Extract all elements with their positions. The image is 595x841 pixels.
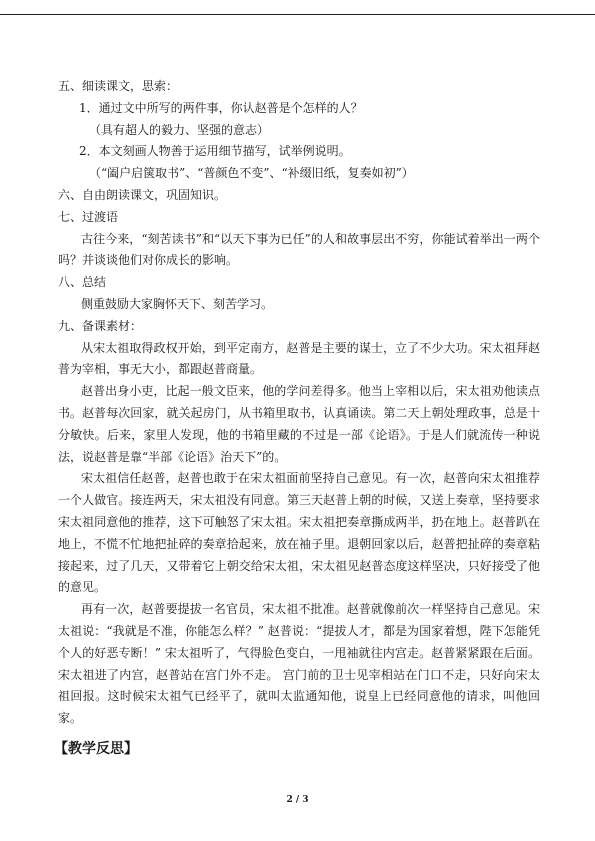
- section-6-heading: 六、自由朗读课文，巩固知识。: [58, 187, 227, 202]
- answer-2: （“阖户启箧取书”、“普颜色不变”、“补缀旧纸，复奏如初”）: [89, 166, 414, 181]
- section-5-heading: 五、细读课文，思索：: [58, 79, 179, 93]
- teaching-reflection-heading: 【教学反思】: [54, 741, 138, 757]
- section-8-heading: 八、总结: [58, 275, 107, 290]
- document-body: [58, 76, 540, 730]
- page-number: 2 / 3: [286, 795, 309, 805]
- answer-1: （具有超人的毅力、坚强的意志）: [89, 122, 270, 137]
- material-paragraph-2: 赵普出身小吏，比起一般文臣来，他的学问差得多。他当上宰相以后，宋太祖劝他读点书。赵普每次回家，就关起房门，从书箱里取书，认真诵读。第二天上朝处理政事，总是十分敏快。后来，家里人发现，他的书箱里藏的不过是一部《论语》。于是人们就流传一种说法，说赵普是靠“半部《论语》治天下”的。: [58, 384, 540, 464]
- material-paragraph-1: 从宋太祖取得政权开始，到平定南方，赵普是主要的谋士，立了不少大功。宋太祖拜赵普为宰相，事无大小，都跟赵普商量。: [58, 340, 540, 377]
- section-7-text: 古往今来，“刻苦读书”和“以天下事为已任”的人和故事层出不穷，你能试着举出一两个吗？并谈谈他们对你成长的影响。: [58, 231, 540, 268]
- material-paragraph-3: 宋太祖信任赵普，赵普也敢于在宋太祖面前坚持自己意见。有一次，赵普向宋太祖推荐一个人做官。接连两天，宋太祖没有同意。第三天赵普上朝的时候，又送上奏章，坚持要求宋太祖同意他的推荐，这下可触怒了宋太祖。宋太祖把奏章撕成两半，扔在地上。赵普趴在地上，不慌不忙地把扯碎的奏章拾起来，放在袖子里。退朝回家以后，赵普把扯碎的奏章粘接起来，过了几天，又带着它上朝交给宋太祖，宋太祖见赵普态度这样坚决，只好接受了他的意见。: [58, 471, 540, 595]
- section-8-text: 侧重鼓励大家胸怀天下、刻苦学习。: [81, 296, 274, 311]
- header-rule: [0, 14, 595, 15]
- section-9-heading: 九、备课素材：: [58, 318, 143, 333]
- material-paragraph-4: 再有一次，赵普要提拔一名官员，宋太祖不批准。赵普就像前次一样坚持自己意见。宋太祖说：“我就是不准，你能怎么样？” 赵普说：“提拔人才，都是为国家着想，陛下怎能凭个人的好恶专断！” 宋太祖听了，气得脸色变白，一甩袖就往内宫走。赵普紧紧跟在后面。宋太祖进了内宫，赵普站在宫门外不走。 宫门前的卫士见宰相站在门口不走，只好向宋太祖回报。这时候宋太祖气已经平了，就叫太监通知他，说皇上已经同意他的请求，叫他回家。: [58, 602, 540, 726]
- section-7-heading: 七、过渡语: [58, 209, 119, 224]
- question-2: 2．本文刻画人物善于运用细节描写，试举例说明。: [79, 144, 351, 159]
- question-1: 1．通过文中所写的两件事，你认赵普是个怎样的人？: [79, 100, 363, 115]
